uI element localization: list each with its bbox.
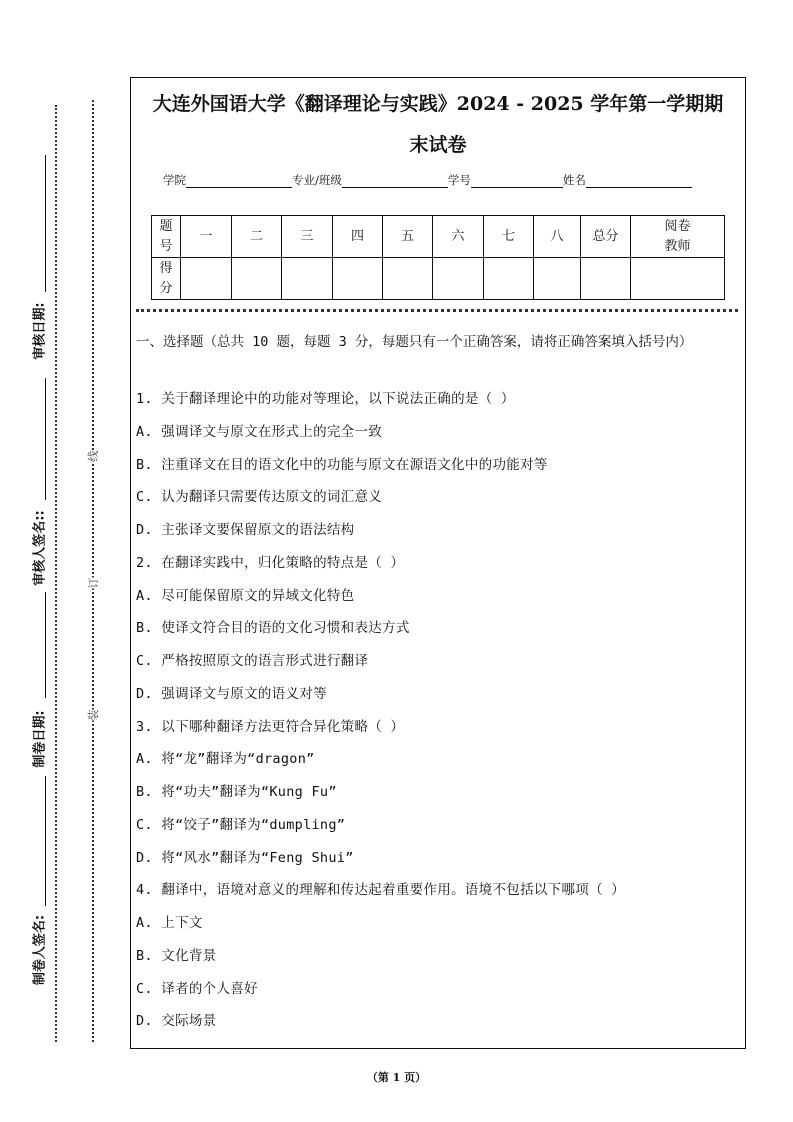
answer-option: B. 注重译文在目的语文化中的功能与原文在源语文化中的功能对等: [136, 456, 548, 473]
answer-option: B. 文化背景: [136, 947, 217, 964]
name-label: 姓名: [562, 173, 586, 187]
question-stem: 3. 以下哪种翻译方法更符合异化策略（ ）: [136, 718, 405, 735]
score-cell: [534, 258, 581, 300]
answer-option: C. 将“饺子”翻译为“dumpling”: [136, 816, 346, 833]
score-cell: [581, 258, 631, 300]
maker-sign-label: 制卷人签名:: [32, 914, 48, 986]
col-header-total: 总分: [581, 216, 631, 258]
question-stem: 2. 在翻译实践中，归化策略的特点是（ ）: [136, 554, 405, 571]
col-header: 五: [383, 216, 433, 258]
score-cell: [282, 258, 333, 300]
col-header: 一: [181, 216, 232, 258]
answer-option: C. 译者的个人喜好: [136, 980, 258, 997]
major-class-label: 专业/班级: [292, 173, 342, 187]
score-cell: [484, 258, 534, 300]
answer-option: A. 将“龙”翻译为“dragon”: [136, 751, 315, 768]
page-number: （第 1 页）: [366, 1071, 427, 1084]
answer-option: D. 交际场景: [136, 1013, 217, 1030]
question-stem: 4. 翻译中，语境对意义的理解和传达起着重要作用。语境不包括以下哪项（ ）: [136, 882, 626, 899]
score-cell: [433, 258, 484, 300]
col-header: 二: [232, 216, 282, 258]
exam-title-line1: 大连外国语大学《翻译理论与实践》2024 - 2025 学年第一学期期: [152, 93, 724, 115]
score-table: [151, 215, 725, 300]
col-header: 三: [282, 216, 333, 258]
review-date-blank: [45, 155, 46, 292]
answer-option: A. 强调译文与原文在形式上的完全一致: [136, 423, 383, 440]
college-label: 学院: [163, 173, 186, 187]
grader-cell: [631, 258, 725, 300]
section-heading: 一、选择题（总共 10 题，每题 3 分，每题只有一个正确答案，请将正确答案填入括号内）: [136, 334, 693, 350]
score-row-header: 得 分: [152, 258, 181, 300]
answer-option: D. 主张译文要保留原文的语法结构: [136, 522, 355, 538]
score-cell: [181, 258, 232, 300]
make-date-blank: [45, 592, 46, 698]
score-cell: [383, 258, 433, 300]
binding-dotted-line-outer: [55, 105, 57, 1042]
maker-sign-blank: [45, 776, 46, 906]
binding-mark-bind: 装: [87, 709, 100, 721]
make-date-label: 制卷日期:: [32, 710, 48, 768]
answer-option: B. 将“功夫”翻译为“Kung Fu”: [136, 784, 337, 800]
binding-mark-line: 线: [87, 450, 100, 462]
col-header: 四: [333, 216, 383, 258]
student-id-label: 学号: [447, 173, 471, 187]
answer-option: A. 上下文: [136, 915, 203, 931]
answer-option: D. 强调译文与原文的语义对等: [136, 685, 327, 702]
answer-option: B. 使译文符合目的语的文化习惯和表达方式: [136, 620, 410, 637]
col-header: 六: [433, 216, 484, 258]
dotted-separator: [136, 309, 738, 312]
review-date-label: 审核日期:: [32, 302, 48, 360]
college-field[interactable]: [186, 173, 292, 188]
reviewer-sign-label: 审核人签名::: [32, 510, 48, 586]
col-header-grader: 阅卷 教师: [631, 216, 725, 258]
score-cell: [232, 258, 282, 300]
name-field[interactable]: [586, 173, 692, 188]
answer-option: C. 认为翻译只需要传达原文的词汇意义: [136, 489, 383, 506]
reviewer-sign-blank: [45, 378, 46, 500]
answer-option: C. 严格按照原文的语言形式进行翻译: [136, 653, 369, 669]
score-cell: [333, 258, 383, 300]
binding-dotted-line-inner: [92, 100, 94, 1042]
binding-mark-staple: 订: [87, 577, 100, 589]
question-number-header: 题 号: [152, 216, 181, 258]
student-info-row: [163, 172, 692, 188]
question-stem: 1. 关于翻译理论中的功能对等理论，以下说法正确的是（ ）: [136, 391, 515, 407]
answer-option: D. 将“风水”翻译为“Feng Shui”: [136, 849, 354, 866]
exam-title-line2: 末试卷: [409, 134, 467, 156]
answer-option: A. 尽可能保留原文的异域文化特色: [136, 587, 355, 604]
major-class-field[interactable]: [342, 173, 448, 188]
col-header: 八: [534, 216, 581, 258]
col-header: 七: [484, 216, 534, 258]
student-id-field[interactable]: [471, 173, 563, 188]
